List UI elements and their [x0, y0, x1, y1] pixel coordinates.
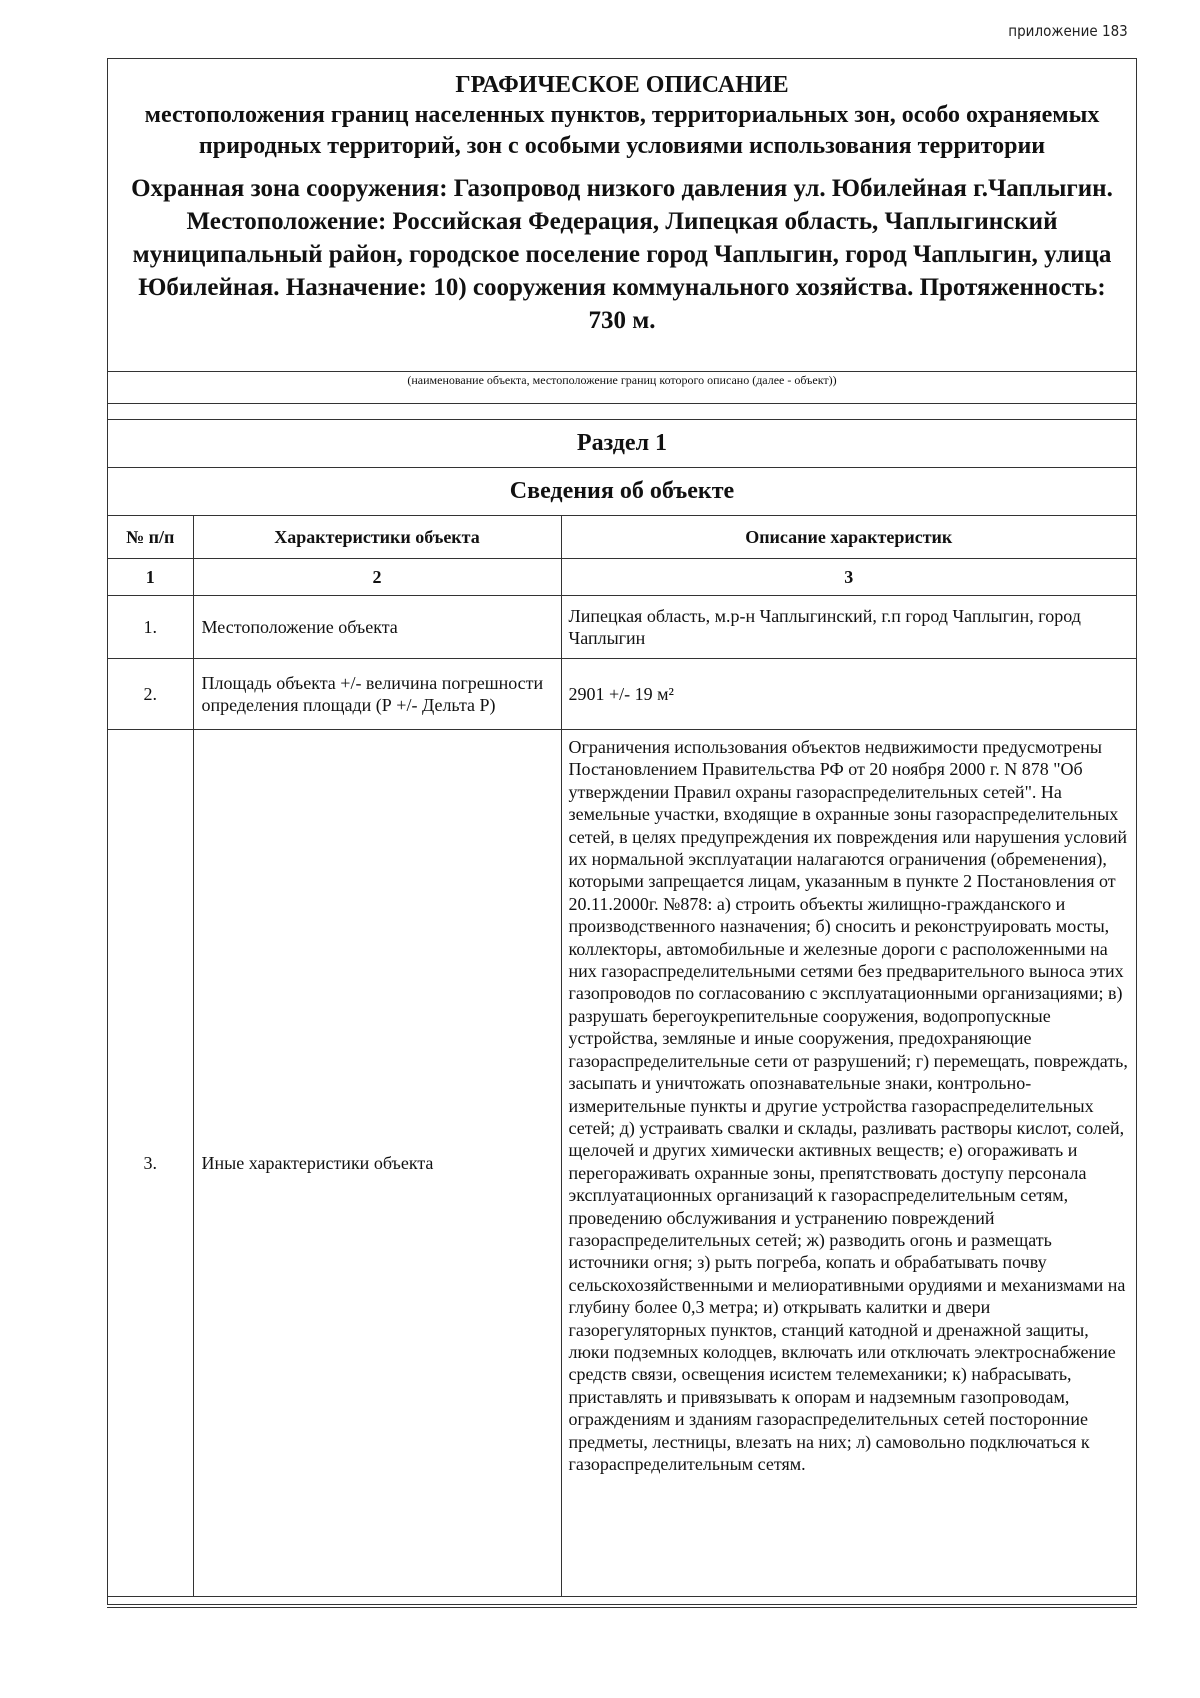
- row-description: 2901 +/- 19 м²: [561, 659, 1136, 730]
- row-characteristic: Иные характеристики объекта: [193, 730, 561, 1597]
- document-title: ГРАФИЧЕСКОЕ ОПИСАНИЕ: [455, 72, 789, 98]
- row-number: 1.: [108, 596, 193, 659]
- table-header-row: [108, 516, 1136, 559]
- frame-bottom-border: [107, 1604, 1137, 1608]
- section-title: Раздел 1: [108, 420, 1136, 468]
- header-characteristic: Характеристики объекта: [193, 516, 561, 559]
- spacer-row: [108, 404, 1136, 420]
- object-info-table: [108, 516, 1136, 1597]
- row-description: Ограничения использования объектов недвижимости предусмотрены Постановлением Правительства РФ от 20 ноября 2000 г. N 878 "Об утверждении Правил охраны газораспределительных сетей". На земельные участки, входящие в охранные зоны газораспределительных сетей, в целях предупреждения их повреждения или нарушения условий их нормальной эксплуатации налагаются ограничения (обременения), которыми запрещается лицам, указанным в пункте 2 Постановления от 20.11.2000г. №878: а) строить объекты жилищно-гражданского и производственного назначения; б) сносить и реконструировать мосты, коллекторы, автомобильные и железные дороги с расположенными на них газораспределительными сетями без предварительного выноса этих газопроводов по согласованию с эксплуатационными организациями; в) разрушать берегоукрепительные сооружения, водопропускные устройства, земляные и иные сооружения, предохраняющие газораспределительные сети от разрушений; г) перемещать, повреждать, засыпать и уничтожать опознавательные знаки, контрольно-измерительные пункты и другие устройства газораспределительных сетей; д) устраивать свалки и склады, разливать растворы кислот, солей, щелочей и других химически активных веществ; е) огораживать и перегораживать охранные зоны, препятствовать доступу персонала эксплуатационных организаций к газораспределительным сетям, проведению обслуживания и устранению повреждений газораспределительных сетей; ж) разводить огонь и размещать источники огня; з) рыть погреба, копать и обрабатывать почву сельскохозяйственными и мелиоративными орудиями и механизмами на глубину более 0,3 метра; и) открывать калитки и двери газорегуляторных пунктов, станций катодной и дренажной защиты, люки подземных колодцев, включать или отключать электроснабжение средств связи, освещения исистем телемеханики; к) набрасывать, приставлять и привязывать к опорам и надземным газопроводам, ограждениям и зданиям газораспределительных сетей посторонние предметы, лестницы, влезать на них; л) самовольно подключаться к газораспределительным сетям.: [561, 730, 1136, 1597]
- annex-label: приложение 183: [1008, 22, 1128, 40]
- column-number-3: 3: [561, 559, 1136, 596]
- column-number-2: 2: [193, 559, 561, 596]
- row-description: Липецкая область, м.р-н Чаплыгинский, г.п город Чаплыгин, город Чаплыгин: [561, 596, 1136, 659]
- column-numbers-row: [108, 559, 1136, 596]
- row-number: 3.: [108, 730, 193, 1597]
- document-header: [108, 59, 1136, 371]
- object-caption: (наименование объекта, местоположение границ которого описано (далее - объект)): [108, 371, 1136, 404]
- section-subtitle: Сведения об объекте: [108, 468, 1136, 516]
- table-row: [108, 659, 1136, 730]
- header-number: № п/п: [108, 516, 193, 559]
- header-description: Описание характеристик: [561, 516, 1136, 559]
- row-number: 2.: [108, 659, 193, 730]
- document-frame: [107, 58, 1137, 1604]
- row-characteristic: Площадь объекта +/- величина погрешности определения площади (Р +/- Дельта Р): [193, 659, 561, 730]
- row-characteristic: Местоположение объекта: [193, 596, 561, 659]
- table-row: [108, 730, 1136, 1597]
- column-number-1: 1: [108, 559, 193, 596]
- table-row: [108, 596, 1136, 659]
- object-description: Охранная зона сооружения: Газопровод низкого давления ул. Юбилейная г.Чаплыгин. Местоположение: Российская Федерация, Липецкая область, Чаплыгинский муниципальный район, городское поселение город Чаплыгин, город Чаплыгин, улица Юбилейная. Назначение: 10) сооружения коммунального хозяйства. Протяженность: 730 м.: [131, 175, 1113, 334]
- document-subtitle: местоположения границ населенных пунктов, территориальных зон, особо охраняемых природных территорий, зон с особыми условиями использования территории: [144, 102, 1100, 159]
